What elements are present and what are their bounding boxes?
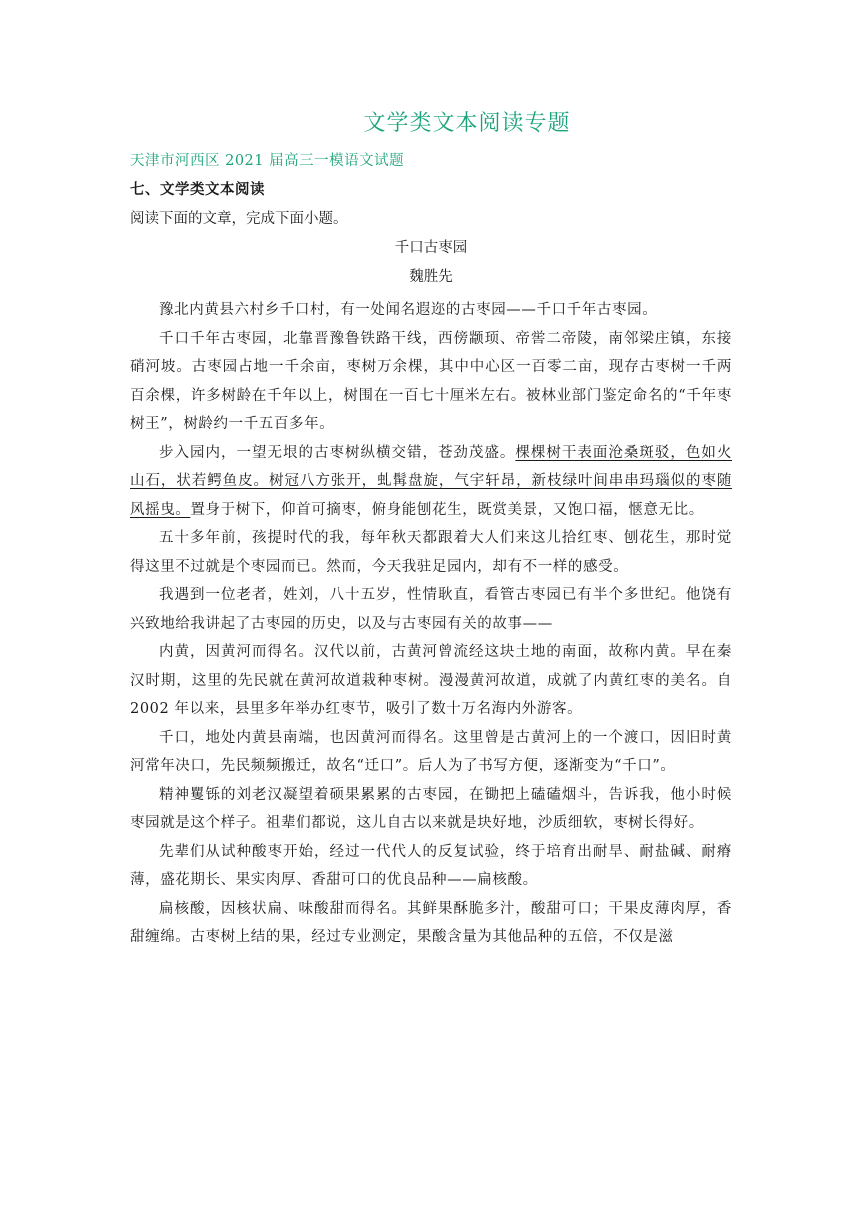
underlined-passage: 棵棵树干表面沧桑斑驳，色如火山石，状若鳄鱼皮。树冠八方张开，虬髯盘旋，气宇轩昂，新枝绿叶间串串玛瑙似的枣随风摇曳。 xyxy=(130,444,732,518)
section-heading: 七、文学类文本阅读 xyxy=(130,181,265,198)
paragraph: 精神矍铄的刘老汉凝望着硕果累累的古枣园，在锄把上磕磕烟斗，告诉我，他小时候枣园就是这个样子。祖辈们都说，这儿自古以来就是块好地，沙质细软，枣树长得好。 xyxy=(130,786,732,831)
paragraph-text: 步入园内，一望无垠的古枣树纵横交错，苍劲茂盛。 xyxy=(159,444,516,461)
paragraph xyxy=(130,439,732,525)
paragraph: 先辈们从试种酸枣开始，经过一代代人的反复试验，终于培育出耐旱、耐盐碱、耐瘠薄，盛花期长、果实肉厚、香甜可口的优良品种——扁核酸。 xyxy=(130,843,732,888)
exam-source: 天津市河西区 2021 届高三一模语文试题 xyxy=(130,153,405,169)
paragraph: 千口千年古枣园，北靠晋豫鲁铁路干线，西傍颛顼、帝喾二帝陵，南邻梁庄镇，东接硝河坡。古枣园占地一千余亩，枣树万余棵，其中中心区一百零二亩，现存古枣树一千两百余棵，许多树龄在千年以上，树围在一百七十厘米左右。被林业部门鉴定命名的“千年枣树王”，树龄约一千五百多年。 xyxy=(130,330,732,432)
paragraph: 内黄，因黄河而得名。汉代以前，古黄河曾流经这块土地的南面，故称内黄。早在秦汉时期，这里的先民就在黄河故道栽种枣树。漫漫黄河故道，成就了内黄红枣的美名。自 2002 年以来，县里多年举办红枣节，吸引了数十万名海内外游客。 xyxy=(130,644,732,717)
document-title: 文学类文本阅读专题 xyxy=(363,111,571,136)
paragraph: 五十多年前，孩提时代的我，每年秋天都跟着大人们来这儿拾红枣、刨花生，那时觉得这里不过就是个枣园而已。然而，今天我驻足园内，却有不一样的感受。 xyxy=(130,530,732,575)
paragraph: 千口，地处内黄县南端，也因黄河而得名。这里曾是古黄河上的一个渡口，因旧时黄河常年决口，先民频频搬迁，故名“迁口”。后人为了书写方便，逐渐变为“千口”。 xyxy=(130,729,732,774)
article-title: 千口古枣园 xyxy=(394,240,468,256)
paragraph: 我遇到一位老者，姓刘，八十五岁，性情耿直，看管古枣园已有半个多世纪。他饶有兴致地给我讲起了古枣园的历史，以及与古枣园有关的故事—— xyxy=(130,587,732,632)
paragraph: 豫北内黄县六村乡千口村，有一处闻名遐迩的古枣园——千口千年古枣园。 xyxy=(159,302,658,318)
article-author: 魏胜先 xyxy=(409,269,453,285)
paragraph-text: 置身于树下，仰首可摘枣，俯身能刨花生，既赏美景，又饱口福，惬意无比。 xyxy=(190,501,704,518)
instruction-text: 阅读下面的文章，完成下面小题。 xyxy=(130,211,348,227)
paragraph: 扁核酸，因核状扁、味酸甜而得名。其鲜果酥脆多汁，酸甜可口；干果皮薄肉厚，香甜缠绵。古枣树上结的果，经过专业测定，果酸含量为其他品种的五倍，不仅是滋 xyxy=(130,900,732,945)
